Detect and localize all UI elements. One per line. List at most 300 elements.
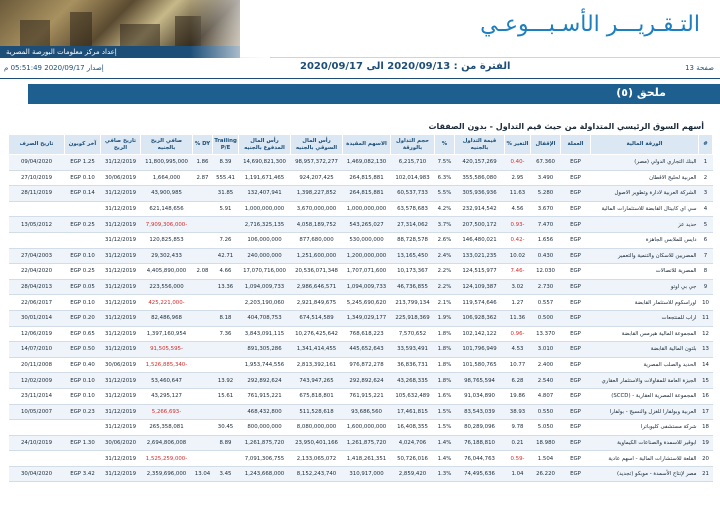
table-cell: EGP [561, 248, 591, 264]
table-cell: 2.2% [435, 279, 455, 295]
table-cell: 292,892,624 [239, 373, 291, 389]
table-cell: 23/11/2014 [9, 388, 65, 404]
table-cell: EGP [561, 326, 591, 342]
table-cell: 1,398,227,852 [291, 186, 343, 202]
table-cell: 1,953,744,556 [239, 357, 291, 373]
table-cell [193, 373, 213, 389]
table-cell: القلعة للاستشارات المالية - اسهم عادية [591, 451, 699, 467]
table-cell: 2.08 [193, 264, 213, 280]
table-cell: 7 [699, 248, 713, 264]
table-cell: 0.430 [531, 248, 561, 264]
table-cell: 1.504 [531, 451, 561, 467]
table-cell: 223,556,000 [141, 279, 193, 295]
report-banner [0, 0, 720, 58]
table-cell: 16,408,355 [391, 420, 435, 436]
table-cell: 29,302,433 [141, 248, 193, 264]
table-cell: 13 [699, 342, 713, 358]
table-cell: 98,957,372,277 [291, 155, 343, 171]
table-cell: 468,432,800 [239, 404, 291, 420]
meta-row [0, 60, 720, 76]
table-cell [193, 232, 213, 248]
table-cell: EGP 0.10 [65, 373, 101, 389]
table-cell: 2.1% [435, 295, 455, 311]
table-cell: 60,537,733 [391, 186, 435, 202]
table-cell: 13.04 [193, 466, 213, 482]
column-header: حجم التداول بالورقة [391, 135, 435, 155]
table-row [9, 295, 713, 311]
table-cell: شركة مستشفى كليوباترا [591, 420, 699, 436]
table-cell: -1,526,885,340 [141, 357, 193, 373]
table-cell: 20,536,071,348 [291, 264, 343, 280]
table-cell: 27,314,062 [391, 217, 435, 233]
table-cell: 76,188,810 [455, 435, 505, 451]
table-cell: 5.280 [531, 186, 561, 202]
table-cell: EGP [561, 155, 591, 171]
table-cell: EGP [561, 357, 591, 373]
banner-fade [190, 0, 270, 58]
table-cell: 27/10/2019 [9, 170, 65, 186]
table-cell: 768,618,223 [343, 326, 391, 342]
table-cell: EGP 0.05 [65, 279, 101, 295]
table-cell: 36,836,731 [391, 357, 435, 373]
table-cell: 46,736,855 [391, 279, 435, 295]
table-cell: 7.36 [213, 326, 239, 342]
table-row [9, 248, 713, 264]
table-cell: 5.050 [531, 420, 561, 436]
table-cell: 3 [699, 186, 713, 202]
table-cell: 31/12/2019 [101, 420, 141, 436]
table-cell: 22/06/2017 [9, 295, 65, 311]
table-cell: EGP [561, 217, 591, 233]
table-cell: 2.540 [531, 373, 561, 389]
table-cell [9, 420, 65, 436]
table-cell [193, 217, 213, 233]
table-cell: EGP 0.50 [65, 342, 101, 358]
table-cell: EGP [561, 170, 591, 186]
table-cell: 761,915,221 [343, 388, 391, 404]
table-cell: 1.4% [435, 435, 455, 451]
table-cell: 21 [699, 466, 713, 482]
table-cell: 31/12/2019 [101, 404, 141, 420]
table-cell: 19.86 [505, 388, 531, 404]
table-cell [193, 248, 213, 264]
table-cell: جي بي اوتو [591, 279, 699, 295]
table-cell: دايس للملابس الجاهزة [591, 232, 699, 248]
table-cell [65, 232, 101, 248]
table-cell: EGP [561, 435, 591, 451]
table-cell: 31/12/2019 [101, 342, 141, 358]
table-cell: -91,505,595 [141, 342, 193, 358]
table-cell: 9 [699, 279, 713, 295]
table-cell: بلتون المالية القابضة [591, 342, 699, 358]
table-cell: 31/12/2019 [101, 248, 141, 264]
table-cell: 74,495,636 [455, 466, 505, 482]
table-cell: -1,525,259,000 [141, 451, 193, 467]
table-cell: 38.93 [505, 404, 531, 420]
table-cell: 5 [699, 217, 713, 233]
table-cell: 102,142,122 [455, 326, 505, 342]
table-cell: 1.04 [505, 466, 531, 482]
table-cell: 265,358,081 [141, 420, 193, 436]
table-cell: 2,921,849,675 [291, 295, 343, 311]
column-header: صافي الربح بالجنيه [141, 135, 193, 155]
table-cell [193, 310, 213, 326]
table-row [9, 186, 713, 202]
table-cell: 50,726,016 [391, 451, 435, 467]
table-cell: 1,000,000,000 [239, 201, 291, 217]
table-cell: 2.730 [531, 279, 561, 295]
table-cell [193, 326, 213, 342]
table-cell: 22/04/2020 [9, 264, 65, 280]
table-cell: 146,480,021 [455, 232, 505, 248]
table-cell [213, 295, 239, 311]
table-cell: 33,593,491 [391, 342, 435, 358]
table-cell [9, 451, 65, 467]
table-cell: 530,000,000 [343, 232, 391, 248]
table-cell: 1,341,414,455 [291, 342, 343, 358]
table-cell: 8.89 [213, 435, 239, 451]
table-cell: 1,251,600,000 [291, 248, 343, 264]
table-cell: 31/12/2019 [101, 326, 141, 342]
table-cell: EGP [561, 451, 591, 467]
column-header: تاريخ الصرف [9, 135, 65, 155]
table-cell: 3.010 [531, 342, 561, 358]
table-cell: 1,397,160,954 [141, 326, 193, 342]
table-cell: 1.6% [435, 388, 455, 404]
table-cell: 13.370 [531, 326, 561, 342]
table-cell [193, 420, 213, 436]
table-caption: أسهم السوق الرئيسي المتداولة من حيث قيم التداول - بدون الصفقات [428, 122, 704, 131]
table-cell: 264,815,881 [343, 186, 391, 202]
table-cell: 30/01/2014 [9, 310, 65, 326]
table-cell: 133,021,235 [455, 248, 505, 264]
table-cell: 28/11/2019 [9, 186, 65, 202]
table-body [9, 155, 713, 482]
table-cell: EGP [561, 388, 591, 404]
table-cell [65, 201, 101, 217]
table-cell: 12.030 [531, 264, 561, 280]
table-cell: 761,915,221 [239, 388, 291, 404]
table-cell: 675,818,801 [291, 388, 343, 404]
report-title: التـقـريـــر الأسـبـــوعـي [480, 12, 700, 37]
column-header: قيمة التداول بالجنيه [455, 135, 505, 155]
table-cell: الحديد والصلب المصرية [591, 357, 699, 373]
table-cell: 30/06/2019 [101, 357, 141, 373]
table-cell: 511,528,618 [291, 404, 343, 420]
table-cell: EGP [561, 420, 591, 436]
table-cell: 0.557 [531, 295, 561, 311]
table-cell: 14 [699, 357, 713, 373]
table-cell: 31/12/2019 [101, 155, 141, 171]
table-cell: EGP 0.23 [65, 404, 101, 420]
table-header-row [9, 135, 713, 155]
column-header: % [435, 135, 455, 155]
table-cell: 31/12/2019 [101, 373, 141, 389]
table-cell: EGP 0.14 [65, 186, 101, 202]
table-cell: 445,652,643 [343, 342, 391, 358]
table-row [9, 373, 713, 389]
table-cell: 30/06/2020 [101, 435, 141, 451]
table-row [9, 155, 713, 171]
table-cell: 674,514,589 [291, 310, 343, 326]
table-cell: 17,070,716,000 [239, 264, 291, 280]
table-cell: EGP [561, 404, 591, 420]
table-cell: EGP [561, 264, 591, 280]
table-cell: 1.9% [435, 310, 455, 326]
table-cell: 1 [699, 155, 713, 171]
table-row [9, 170, 713, 186]
table-cell: 15.61 [213, 388, 239, 404]
table-cell: 240,000,000 [239, 248, 291, 264]
table-cell: EGP [561, 201, 591, 217]
table-cell: اوراسكوم للاستثمار القابضة [591, 295, 699, 311]
table-cell: 3.670 [531, 201, 561, 217]
table-cell: 2,859,420 [391, 466, 435, 482]
meta-divider [0, 78, 720, 79]
table-cell: 976,872,278 [343, 357, 391, 373]
table-cell [213, 342, 239, 358]
table-cell: -425,221,000 [141, 295, 193, 311]
table-cell [9, 232, 65, 248]
table-row [9, 264, 713, 280]
table-row [9, 310, 713, 326]
table-cell: المصرية للاتصالات [591, 264, 699, 280]
table-cell [193, 404, 213, 420]
table-cell: 124,515,977 [455, 264, 505, 280]
table-cell: EGP 1.25 [65, 155, 101, 171]
column-header: الاسهم المقيدة [343, 135, 391, 155]
table-cell: 10.02 [505, 248, 531, 264]
table-cell: 101,796,949 [455, 342, 505, 358]
column-header: # [699, 135, 713, 155]
section-bar [28, 84, 720, 104]
table-cell: 225,918,369 [391, 310, 435, 326]
table-cell: EGP 0.25 [65, 264, 101, 280]
table-cell: 1,664,000 [141, 170, 193, 186]
table-cell: EGP [561, 186, 591, 202]
table-cell: 12/02/2009 [9, 373, 65, 389]
table-cell [193, 295, 213, 311]
table-cell: 4,058,189,752 [291, 217, 343, 233]
table-cell: -0.40 [505, 155, 531, 171]
table-cell: 10 [699, 295, 713, 311]
column-header: الورقة المالية [591, 135, 699, 155]
table-cell: 120,825,853 [141, 232, 193, 248]
table-cell: EGP 0.25 [65, 217, 101, 233]
table-cell: 31.85 [213, 186, 239, 202]
table-cell: 43,295,127 [141, 388, 193, 404]
table-cell: 1,261,875,720 [343, 435, 391, 451]
table-cell: المصريين للاسكان والتنمية والتعمير [591, 248, 699, 264]
table-cell: 6.28 [505, 373, 531, 389]
table-cell: EGP [561, 373, 591, 389]
table-cell: 2,716,325,135 [239, 217, 291, 233]
table-cell: 1.5% [435, 404, 455, 420]
table-cell [193, 451, 213, 467]
table-cell: 5.5% [435, 186, 455, 202]
table-cell: 1.8% [435, 373, 455, 389]
table-cell: EGP [561, 466, 591, 482]
table-cell: 31/12/2019 [101, 279, 141, 295]
table-cell: 8,080,000,000 [291, 420, 343, 436]
table-cell: 31/12/2019 [101, 310, 141, 326]
table-cell: 3.45 [213, 466, 239, 482]
table-row [9, 404, 713, 420]
table-cell: 3.02 [505, 279, 531, 295]
table-cell: 0.500 [531, 310, 561, 326]
table-cell: 1.656 [531, 232, 561, 248]
table-cell: -7,909,306,000 [141, 217, 193, 233]
table-cell: EGP 0.20 [65, 310, 101, 326]
section-title: ملحق (٥) [616, 86, 666, 99]
table-cell: 6 [699, 232, 713, 248]
table-cell: 1,600,000,000 [343, 420, 391, 436]
table-cell: EGP 0.40 [65, 357, 101, 373]
table-cell: EGP [561, 232, 591, 248]
table-cell: 232,914,542 [455, 201, 505, 217]
column-header: الإقفال [531, 135, 561, 155]
table-cell: 0.21 [505, 435, 531, 451]
table-cell: 2 [699, 170, 713, 186]
table-cell [193, 388, 213, 404]
table-row [9, 451, 713, 467]
table-cell: 4.807 [531, 388, 561, 404]
table-cell: الشركة العربية لادارة وتطوير الاصول [591, 186, 699, 202]
table-cell: 2,694,806,008 [141, 435, 193, 451]
table-cell: 5.91 [213, 201, 239, 217]
table-cell: 6,215,710 [391, 155, 435, 171]
table-cell: 555.41 [213, 170, 239, 186]
table-cell [193, 201, 213, 217]
table-cell: 1,200,000,000 [343, 248, 391, 264]
table-cell [193, 435, 213, 451]
table-cell: 12/06/2019 [9, 326, 65, 342]
table-cell: 20/11/2008 [9, 357, 65, 373]
securities-table [8, 134, 713, 482]
table-cell: 18.980 [531, 435, 561, 451]
table-cell: 207,500,172 [455, 217, 505, 233]
table-cell: 76,044,763 [455, 451, 505, 467]
table-cell: 3.490 [531, 170, 561, 186]
table-row [9, 435, 713, 451]
table-cell: 20 [699, 451, 713, 467]
table-cell: 18 [699, 420, 713, 436]
table-cell: -0.42 [505, 232, 531, 248]
table-cell: 88,728,578 [391, 232, 435, 248]
table-cell: 11.63 [505, 186, 531, 202]
table-cell: EGP 0.10 [65, 388, 101, 404]
table-cell: العربية لحليج الاقطان [591, 170, 699, 186]
table-cell: 8.18 [213, 310, 239, 326]
table-cell: EGP [561, 310, 591, 326]
table-cell [193, 186, 213, 202]
table-cell: 2.87 [193, 170, 213, 186]
table-cell: 105,632,489 [391, 388, 435, 404]
table-cell: 31/12/2019 [101, 186, 141, 202]
table-cell: EGP 0.10 [65, 295, 101, 311]
table-cell: 132,407,941 [239, 186, 291, 202]
table-cell [65, 420, 101, 436]
table-cell: EGP [561, 295, 591, 311]
table-cell: 43,268,335 [391, 373, 435, 389]
table-cell: 13.92 [213, 373, 239, 389]
table-cell: 2.6% [435, 232, 455, 248]
column-header: التغير % [505, 135, 531, 155]
table-row [9, 388, 713, 404]
table-cell: 2,203,190,060 [239, 295, 291, 311]
table-cell: 9.78 [505, 420, 531, 436]
table-cell: 17,461,815 [391, 404, 435, 420]
table-cell: 1.5% [435, 420, 455, 436]
table-cell: 10.77 [505, 357, 531, 373]
table-cell: سي اي كابيتال القابضة للاستثمارات المالية [591, 201, 699, 217]
table-cell: 124,109,387 [455, 279, 505, 295]
table-cell: 4.56 [505, 201, 531, 217]
table-cell: 2.4% [435, 248, 455, 264]
table-cell: 23,950,401,166 [291, 435, 343, 451]
table-cell: 31/12/2019 [101, 295, 141, 311]
table-cell: 31/12/2019 [101, 201, 141, 217]
table-cell: 16 [699, 388, 713, 404]
table-cell: حديد عز [591, 217, 699, 233]
table-cell: 1,418,261,351 [343, 451, 391, 467]
table-cell: 28/04/2013 [9, 279, 65, 295]
table-cell: 8 [699, 264, 713, 280]
table-cell: 80,289,096 [455, 420, 505, 436]
table-cell: EGP 3.42 [65, 466, 101, 482]
table-cell: 355,586,080 [455, 170, 505, 186]
table-row [9, 201, 713, 217]
table-cell: 26.220 [531, 466, 561, 482]
table-cell: اراب للمنتجعات [591, 310, 699, 326]
table-cell: 91,034,890 [455, 388, 505, 404]
table-cell: -0.93 [505, 217, 531, 233]
table-cell: 292,892,624 [343, 373, 391, 389]
table-cell: 13,165,450 [391, 248, 435, 264]
table-cell: -5,266,693 [141, 404, 193, 420]
table-cell: 24/10/2019 [9, 435, 65, 451]
table-cell: EGP [561, 342, 591, 358]
table-cell: 420,157,269 [455, 155, 505, 171]
table-cell: 5,245,690,620 [343, 295, 391, 311]
table-cell: 1,243,668,000 [239, 466, 291, 482]
table-cell: 7,570,652 [391, 326, 435, 342]
table-cell: 264,815,881 [343, 170, 391, 186]
table-cell: 4,405,890,000 [141, 264, 193, 280]
table-cell: 2.400 [531, 357, 561, 373]
table-cell: 2.95 [505, 170, 531, 186]
table-cell: 106,000,000 [239, 232, 291, 248]
table-cell: EGP 1.30 [65, 435, 101, 451]
table-cell: 800,000,000 [239, 420, 291, 436]
table-cell: 67.360 [531, 155, 561, 171]
table-cell: 30.45 [213, 420, 239, 436]
table-cell: 11.36 [505, 310, 531, 326]
table-cell: 42.71 [213, 248, 239, 264]
column-header: آخر كوبون [65, 135, 101, 155]
table-cell [65, 451, 101, 467]
table-cell [213, 451, 239, 467]
table-cell: 3,843,091,115 [239, 326, 291, 342]
table-row [9, 232, 713, 248]
column-header: Trailing P/E [213, 135, 239, 155]
issue-timestamp: إصدار 2020/09/17 05:51:49 م [4, 64, 104, 72]
table-row [9, 217, 713, 233]
table-cell: 102,014,983 [391, 170, 435, 186]
table-cell: 4.66 [213, 264, 239, 280]
table-cell: 15 [699, 373, 713, 389]
table-cell: 11 [699, 310, 713, 326]
